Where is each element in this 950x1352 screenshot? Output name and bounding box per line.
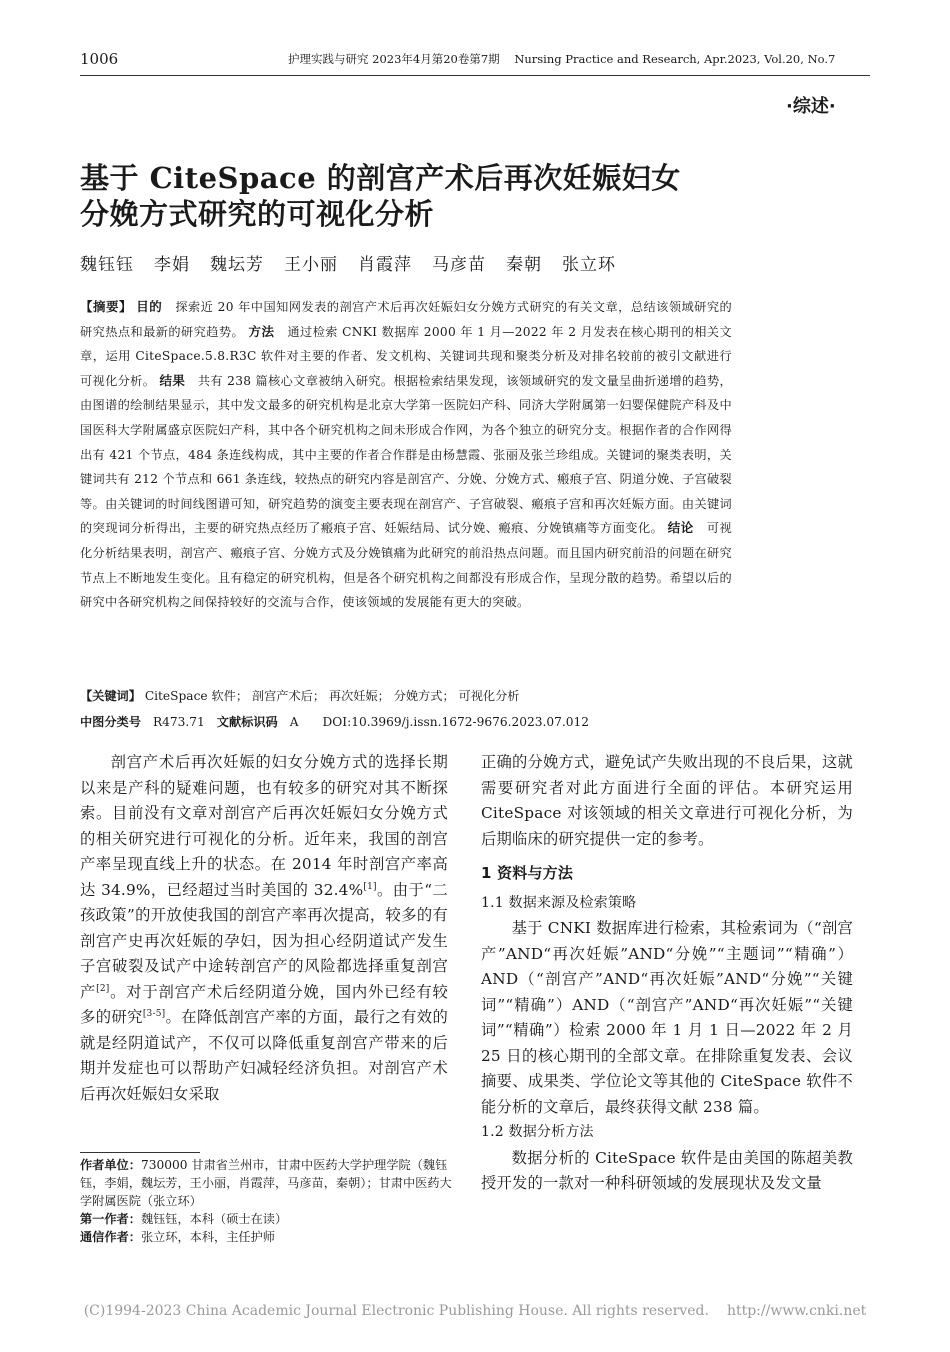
- keywords-label: 【关键词】: [80, 689, 141, 703]
- author: 马彦苗: [432, 255, 486, 275]
- intro-text: 剖宫产术后再次妊娠的妇女分娩方式的选择长期以来是产科的疑难问题，也有较多的研究对其不断探索。目前没有文章对剖宫产后再次妊娠妇女分娩方式的相关研究进行可视化的分析。近年来，我国的剖宫产率呈现直线上升的状态。在 2014 年时剖宫产率高达 34.9%，已经超过当时美国的 32.4%: [80, 753, 448, 899]
- affiliation: [80, 1156, 452, 1210]
- section-1-2-text: 数据分析的 CiteSpace 软件是由美国的陈超美教授开发的一款对一种科研领域的发展现状及发文量: [481, 1148, 853, 1192]
- copyright-footer: [0, 1303, 950, 1319]
- cnki-link[interactable]: http://www.cnki.net: [726, 1303, 867, 1319]
- methods-label: 方法: [248, 323, 275, 339]
- clc-code: R473.71: [152, 715, 205, 729]
- corresponding-author: [80, 1228, 452, 1246]
- author: 魏坛芳: [210, 255, 264, 275]
- copyright-notice: (C)1994-2023 China Academic Journal Electronic Publishing House. All rights reserved.: [83, 1303, 709, 1319]
- intro-continued: 正确的分娩方式，避免试产失败出现的不良后果，这就需要研究者对此方面进行全面的评估。本研究运用 CiteSpace 对该领域的相关文章进行可视化分析，为后期临床的研究提供一定的参考。: [481, 753, 853, 848]
- author: 张立环: [562, 255, 616, 275]
- author: 肖霞萍: [358, 255, 412, 275]
- section-tag: ·综述·: [786, 96, 836, 117]
- title-line-1: 基于 CiteSpace 的剖宫产术后再次妊娠妇女: [80, 161, 681, 195]
- author: 李娟: [154, 255, 190, 275]
- keywords: [80, 684, 760, 708]
- objective-label: 目的: [136, 299, 163, 314]
- doc-code: A: [289, 715, 299, 729]
- header-divider: [80, 75, 870, 76]
- journal-name-en: Nursing Practice and Research, Apr.2023, Vol.20, No.7: [514, 52, 836, 66]
- author: 王小丽: [284, 255, 338, 275]
- section-heading-1-2: 1.2 数据分析方法: [481, 1124, 594, 1140]
- first-author-text: 魏钰钰，本科（硕士在读）: [140, 1212, 288, 1226]
- clc-label: 中图分类号: [80, 715, 141, 729]
- doc-code-label: 文献标识码: [216, 715, 278, 729]
- title-line-2: 分娩方式研究的可视化分析: [80, 197, 435, 231]
- intro-text: 。对于剖宫产术后经阴道分娩，国内外已经有较多的研究: [80, 982, 449, 1026]
- citation-3-5[interactable]: [3-5]: [142, 1008, 166, 1019]
- first-author: [80, 1210, 452, 1228]
- corresponding-text: 张立环，本科，主任护师: [140, 1230, 275, 1244]
- body-right-column: [481, 750, 853, 1197]
- keywords-text: CiteSpace 软件； 剖宫产术后； 再次妊娠； 分娩方式； 可视化分析: [144, 689, 520, 703]
- author-footnote: [80, 1156, 452, 1246]
- section-1-1-text: 基于 CNKI 数据库进行检索，其检索词为（“剖宫产”AND“再次妊娠”AND“分娩”“主题词”“精确”）AND（“剖宫产”AND“再次妊娠”AND“分娩”“关键词”“精确”）AND（“剖宫产”AND“再次妊娠”“关键词”“精确”）检索 2000 年 1 月 1 日—2022 年 2 月 25 日的核心期刊的全部文章。在排除重复发表、会议摘要、成果类、学位论文等其他的 CiteSpace 软件不能分析的文章后，最终获得文献 238 篇。: [481, 919, 853, 1116]
- abstract-label: 【摘要】: [80, 299, 132, 314]
- author-list: [80, 250, 636, 275]
- section-heading-1: 1 资料与方法: [481, 864, 574, 882]
- running-header: [288, 51, 835, 67]
- doi: DOI:10.3969/j.issn.1672-9676.2023.07.012: [322, 715, 590, 729]
- objective-text: 探索近 20 年中国知网发表的剖宫产术后再次妊娠妇女分娩方式研究的有关文章，总结该领域研究的研究热点和最新的研究趋势。: [80, 300, 732, 339]
- corresponding-label: 通信作者：: [80, 1230, 141, 1244]
- intro-text: 。由于“二孩政策”的开放使我国的剖宫产率再次提高，较多的有剖宫产史再次妊娠的孕妇，因为担心经阴道试产发生子宫破裂及试产中途转剖宫产的风险都选择重复剖宫产: [80, 880, 449, 1001]
- affiliation-text: 730000 甘肃省兰州市，甘肃中医药大学护理学院（魏钰钰，李娟，魏坛芳，王小丽，肖霞萍，马彦苗，秦朝）；甘肃中医药大学附属医院（张立环）: [80, 1158, 452, 1208]
- body-left-column: [80, 750, 448, 1107]
- article-title: [80, 160, 780, 232]
- abstract: [80, 295, 732, 615]
- conclusion-text: 可视化分析结果表明，剖宫产、瘢痕子宫、分娩方式及分娩镇痛为此研究的前沿热点问题。而且国内研究前沿的问题在研究节点上不断地发生变化。且有稳定的研究机构，但是各个研究机构之间都没有形成合作，呈现分散的趋势。希望以后的研究中各研究机构之间保持较好的交流与合作，使该领域的发展能有更大的突破。: [80, 521, 732, 610]
- results-text: 共有 238 篇核心文章被纳入研究。根据检索结果发现，该领域研究的发文量呈曲折递增的趋势，由图谱的绘制结果显示，其中发文最多的研究机构是北京大学第一医院妇产科、同济大学附属第一妇婴保健院产科及中国医科大学附属盛京医院妇产科，其中各个研究机构之间未形成合作网，为各个独立的研究分支。根据作者的合作网得出有 421 个节点，484 条连线构成，其中主要的作者合作群是由杨慧霞、张丽及张兰珍组成。关键词的聚类表明，关键词共有 212 个节点和 661 条连线，较热点的研究内容是剖宫产、分娩、分娩方式、瘢痕子宫、阴道分娩、子宫破裂等。由关键词的时间线图谱可知，研究趋势的演变主要表现在剖宫产、子宫破裂、瘢痕子宫和再次妊娠方面。由关键词的突现词分析得出，主要的研究热点经历了瘢痕子宫、妊娠结局、试分娩、瘢痕、分娩镇痛等方面变化。: [80, 373, 732, 536]
- conclusion-label: 结论: [667, 520, 694, 536]
- classification-line: [80, 710, 780, 734]
- affiliation-label: 作者单位：: [80, 1158, 141, 1172]
- page-number: 1006: [80, 50, 119, 68]
- author: 魏钰钰: [80, 255, 134, 275]
- section-heading-1-1: 1.1 数据来源及检索策略: [481, 894, 637, 911]
- citation-1[interactable]: [1]: [363, 881, 377, 892]
- intro-text: 。在降低剖宫产率的方面，最行之有效的就是经阴道试产，不仅可以降低重复剖宫产带来的后期并发症也可以帮助产妇减轻经济负担。对剖宫产术后再次妊娠妇女采取: [80, 1008, 448, 1103]
- journal-name-cn: 护理实践与研究 2023年4月第20卷第7期: [288, 52, 500, 66]
- methods-text: 通过检索 CNKI 数据库 2000 年 1 月—2022 年 2 月发表在核心期刊的相关文章，运用 CiteSpace.5.8.R3C 软件对主要的作者、发文机构、关键词共现和聚类分析及对排名较前的被引文献进行可视化分析。: [80, 324, 732, 388]
- intro-paragraph: [80, 750, 448, 1107]
- footnote-divider: [80, 1152, 200, 1153]
- author: 秦朝: [506, 255, 542, 275]
- results-label: 结果: [159, 372, 186, 388]
- citation-2[interactable]: [2]: [96, 983, 110, 994]
- first-author-label: 第一作者：: [80, 1212, 141, 1226]
